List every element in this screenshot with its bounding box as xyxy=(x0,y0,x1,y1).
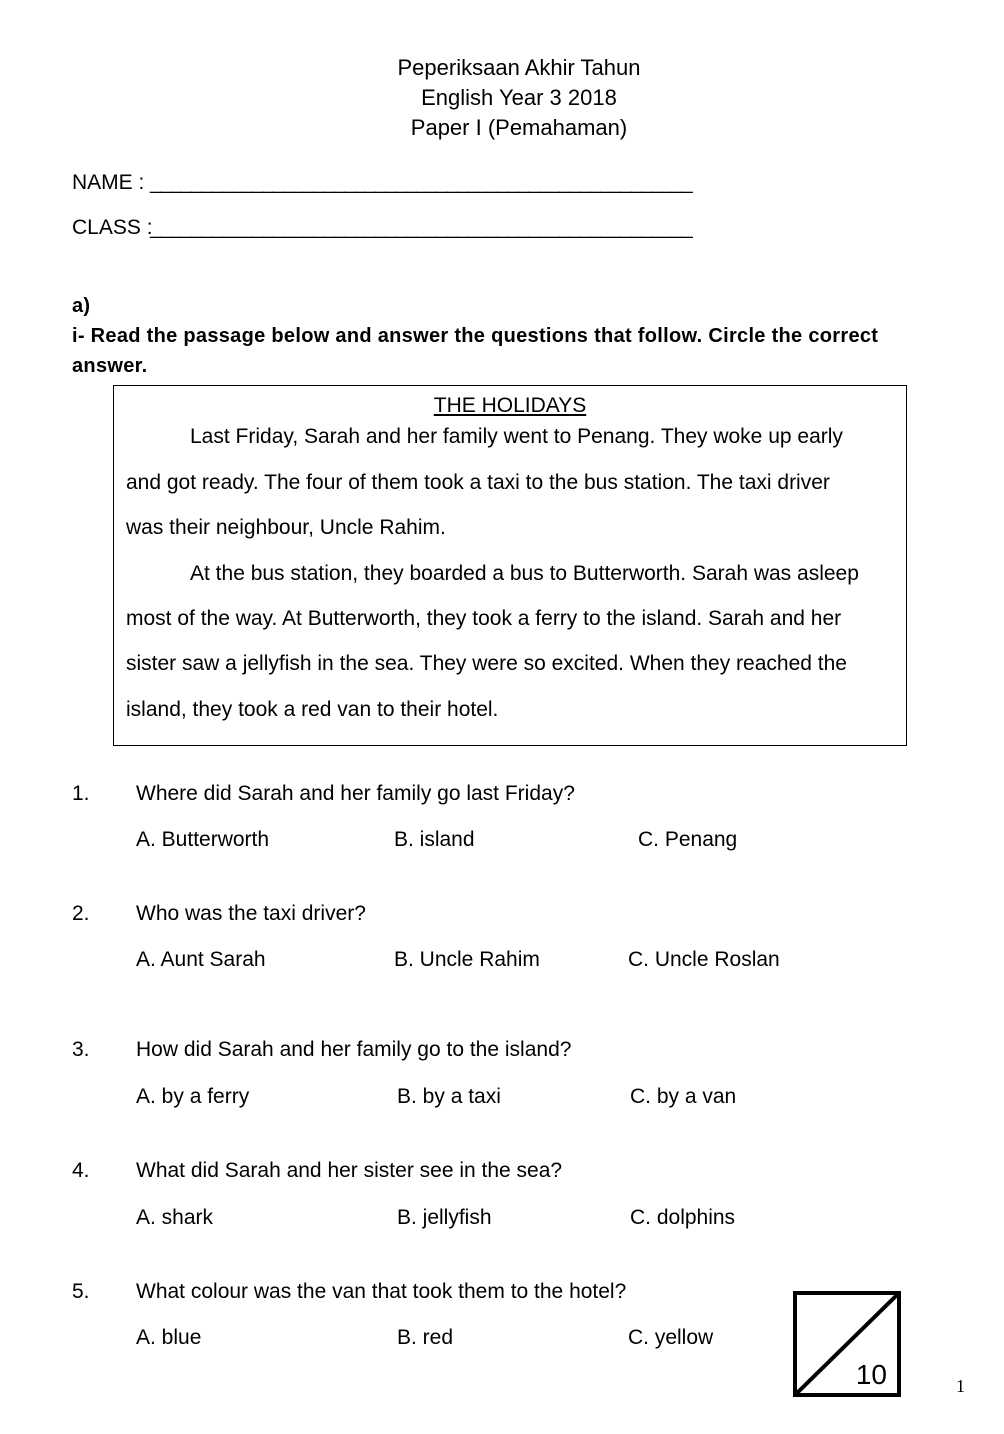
option-c[interactable]: C. dolphins xyxy=(630,1206,736,1229)
option-a[interactable]: A. Aunt Sarah xyxy=(136,948,266,971)
class-blank[interactable]: _____________________________________________________ xyxy=(150,217,692,239)
passage-line: sister saw a jellyfish in the sea. They were so excited. When they reached the xyxy=(126,652,847,675)
score-box xyxy=(793,1291,901,1397)
passage-title: THE HOLIDAYS xyxy=(433,394,587,417)
section-label: a) xyxy=(72,295,91,317)
question-number: 1. xyxy=(72,782,90,805)
class-label: CLASS : xyxy=(72,216,153,239)
option-c[interactable]: C. yellow xyxy=(628,1326,714,1349)
option-c[interactable]: C. by a van xyxy=(630,1085,737,1108)
exam-subject: English Year 3 2018 xyxy=(421,85,617,110)
option-a[interactable]: A. blue xyxy=(136,1326,202,1349)
passage-line: island, they took a red van to their hotel. xyxy=(126,698,499,721)
question-number: 4. xyxy=(72,1159,90,1182)
name-label: NAME : xyxy=(72,171,145,194)
option-b[interactable]: B. red xyxy=(397,1326,454,1349)
score-total: 10 xyxy=(855,1359,887,1390)
option-c[interactable]: C. Uncle Roslan xyxy=(628,948,780,971)
exam-title: Peperiksaan Akhir Tahun xyxy=(397,55,641,80)
option-b[interactable]: B. by a taxi xyxy=(397,1085,501,1108)
passage-line: most of the way. At Butterworth, they took a ferry to the island. Sarah and her xyxy=(126,607,842,630)
question-number: 2. xyxy=(72,902,90,925)
name-blank[interactable]: _____________________________________________________ xyxy=(150,172,692,194)
question-text: What did Sarah and her sister see in the sea? xyxy=(136,1159,563,1182)
question-text: Who was the taxi driver? xyxy=(136,902,366,925)
passage-line: and got ready. The four of them took a taxi to the bus station. The taxi driver xyxy=(126,471,830,494)
question-number: 5. xyxy=(72,1280,90,1303)
option-a[interactable]: A. by a ferry xyxy=(136,1085,250,1108)
passage-line: Last Friday, Sarah and her family went to Penang. They woke up early xyxy=(190,425,843,448)
exam-paper: Paper I (Pemahaman) xyxy=(410,115,628,140)
instruction-line-2: answer. xyxy=(72,355,148,377)
question-number: 3. xyxy=(72,1038,90,1061)
question-text: How did Sarah and her family go to the island? xyxy=(136,1038,572,1061)
question-text: What colour was the van that took them to the hotel? xyxy=(136,1280,627,1303)
option-a[interactable]: A. shark xyxy=(136,1206,214,1229)
option-b[interactable]: B. island xyxy=(394,828,475,851)
option-a[interactable]: A. Butterworth xyxy=(136,828,270,851)
passage-line: At the bus station, they boarded a bus to Butterworth. Sarah was asleep xyxy=(190,562,859,585)
question-text: Where did Sarah and her family go last Friday? xyxy=(136,782,575,805)
instruction-line-1: i- Read the passage below and answer the questions that follow. Circle the correct xyxy=(72,325,879,347)
page-number: 1 xyxy=(956,1376,965,1396)
passage-line: was their neighbour, Uncle Rahim. xyxy=(126,516,446,539)
option-b[interactable]: B. jellyfish xyxy=(397,1206,492,1229)
option-c[interactable]: C. Penang xyxy=(638,828,738,851)
option-b[interactable]: B. Uncle Rahim xyxy=(394,948,540,971)
